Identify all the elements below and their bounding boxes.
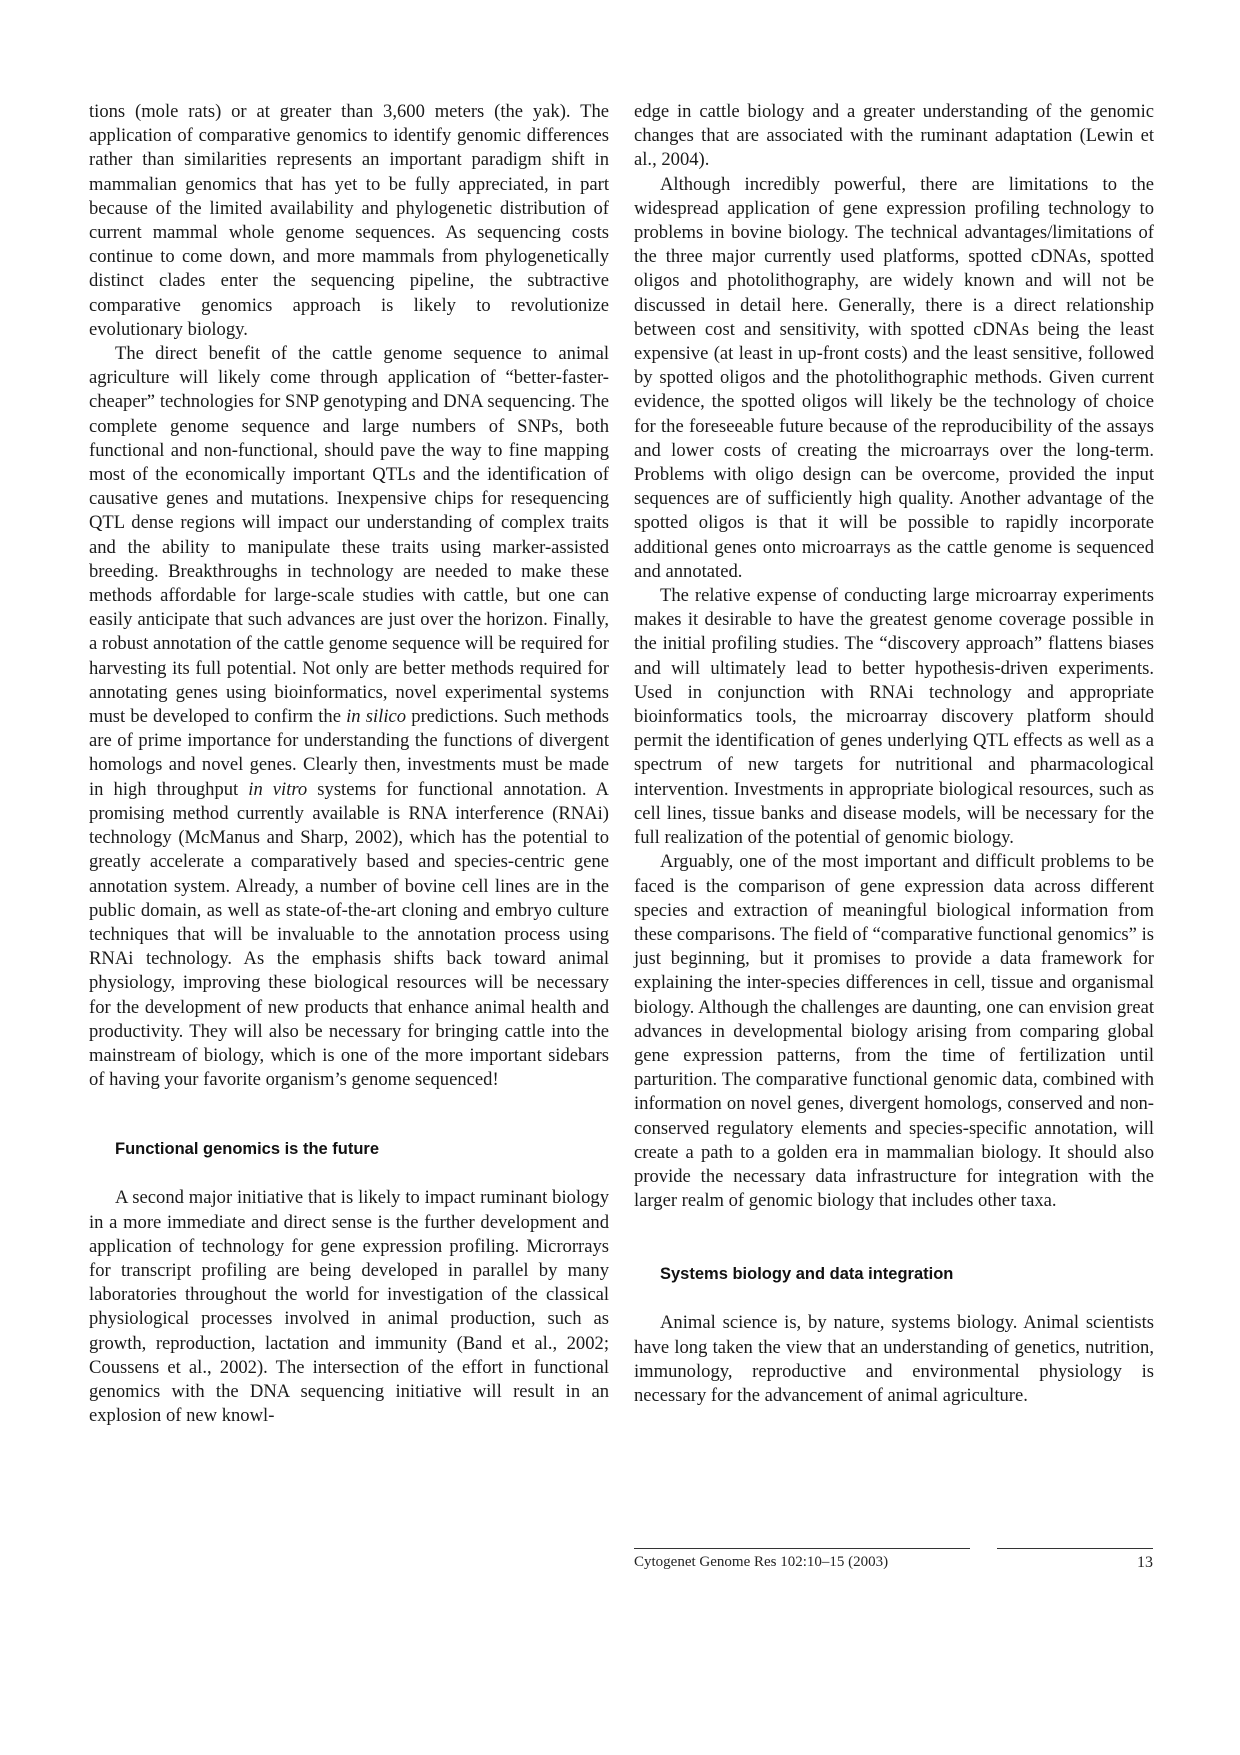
italic-term: in vitro — [248, 778, 308, 800]
section-heading: Systems biology and data integration — [660, 1265, 954, 1284]
paragraph: A second major initiative that is likely to impact ruminant biology in a more immediate and direct sense is the further development and application of technology for gene expression profiling. Microrrays for transcript profiling are being developed in parallel by many laboratories throughout the world for investigation of the classical physiological processes involved in animal production, such as growth, reproduction, lactation and immunity (Band et al., 2002; Coussens et al., 2002). The intersection of the effort in functional genomics with the DNA sequencing initiative will result in an explosion of new knowl- — [89, 1187, 609, 1427]
left-column — [89, 100, 609, 1428]
right-column — [634, 100, 1154, 1408]
text-run: predictions. Such methods are of prime importance for understanding the functions of divergent homologs and novel genes. Clearly then, investments must be made in high throughput — [89, 706, 609, 800]
paragraph: Animal science is, by nature, systems biology. Animal scientists have long taken the view that an understanding of genetics, nutrition, immunology, reproductive and environmental physiology is necessary for the advancement of animal agriculture. — [634, 1312, 1154, 1406]
italic-term: in silico — [346, 706, 407, 728]
section-heading: Functional genomics is the future — [115, 1140, 380, 1159]
footer-rule — [634, 1548, 970, 1549]
text-run: The direct benefit of the cattle genome sequence to animal agriculture will likely come through application of “better-faster-cheaper” technologies for SNP genotyping and DNA sequencing. The complete genome sequence and large numbers of SNPs, both functional and non-functional, should pave the way to fine mapping most of the economically important QTLs and the identification of causative genes and mutations. Inexpensive chips for resequencing QTL dense regions will impact our understanding of complex traits and the ability to manipulate these traits using marker-assisted breeding. Breakthroughs in technology are needed to make these methods affordable for large-scale studies with cattle, but one can easily anticipate that such advances are just over the horizon. Finally, a robust annotation of the cattle genome sequence will be required for harvesting its full potential. Not only are better methods required for annotating genes using bioinformatics, novel experimental systems must be developed to confirm the — [89, 343, 609, 728]
footer-rule — [997, 1548, 1153, 1549]
paragraph: The relative expense of conducting large microarray experiments makes it desirable to have the greatest genome coverage possible in the initial profiling studies. The “discovery approach” flattens biases and will ultimately lead to better hypothesis-driven experiments. Used in conjunction with RNAi technology and appropriate bioinformatics tools, the microarray discovery platform should permit the identification of genes underlying QTL effects as well as a spectrum of new targets for nutritional and pharmacological intervention. Investments in appropriate biological resources, such as cell lines, tissue banks and disease models, will be necessary for the full realization of the potential of genomic biology. — [634, 585, 1154, 849]
paragraph: Although incredibly powerful, there are limitations to the widespread application of gene expression profiling technology to problems in bovine biology. The technical advantages/limitations of the three major currently used platforms, spotted cDNAs, spotted oligos and photolithography, are widely known and will not be discussed in detail here. Generally, there is a direct relationship between cost and sensitivity, with spotted cDNAs being the least expensive (at least in up-front costs) and the least sensitive, followed by spotted oligos and the photolithographic methods. Given current evidence, the spotted oligos will likely be the technology of choice for the foreseeable future because of the reproducibility of the assays and lower costs of creating the microarrays over the long-term. Problems with oligo design can be overcome, provided the input sequences are of sufficiently high quality. Another advantage of the spotted oligos is that it will be possible to rapidly incorporate additional genes onto microarrays as the cattle genome is sequenced and annotated. — [634, 173, 1154, 582]
paragraph: edge in cattle biology and a greater understanding of the genomic changes that are associated with the ruminant adaptation (Lewin et al., 2004). — [634, 101, 1154, 171]
journal-citation: Cytogenet Genome Res 102:10–15 (2003) — [634, 1554, 889, 1570]
paragraph: Arguably, one of the most important and difficult problems to be faced is the comparison of gene expression data across different species and extraction of meaningful biological information from these comparisons. The field of “comparative functional genomics” is just beginning, but it promises to provide a data framework for explaining the inter-species differences in cell, tissue and organismal biology. Although the challenges are daunting, one can envision great advances in developmental biology arising from comparing global gene expression patterns, from the time of fertilization until parturition. The comparative functional genomic data, combined with information on novel genes, divergent homologs, conserved and non-conserved regulatory elements and species-specific annotation, will create a path to a golden era in mammalian biology. It should also provide the necessary data infrastructure for integration with the larger realm of genomic biology that includes other taxa. — [634, 851, 1154, 1212]
page-number: 13 — [1137, 1554, 1153, 1571]
paragraph — [89, 342, 609, 1092]
text-run: systems for functional annotation. A promising method currently available is RNA interference (RNAi) technology (McManus and Sharp, 2002), which has the potential to greatly accelerate a comparatively based and species-centric gene annotation system. Already, a number of bovine cell lines are in the public domain, as well as state-of-the-art cloning and embryo culture techniques that will be invaluable to the annotation process using RNAi technology. As the emphasis shifts back toward animal physiology, improving these biological resources will be necessary for the development of new products that enhance animal health and productivity. They will also be necessary for bringing cattle into the mainstream of biology, which is one of the more important sidebars of having your favorite organism’s genome sequenced! — [89, 778, 609, 1091]
paragraph: tions (mole rats) or at greater than 3,600 meters (the yak). The application of comparative genomics to identify genomic differences rather than similarities represents an important paradigm shift in mammalian genomics that has yet to be fully appreciated, in part because of the limited availability and phylogenetic distribution of current mammal whole genome sequences. As sequencing costs continue to come down, and more mammals from phylogenetically distinct clades enter the sequencing pipeline, the subtractive comparative genomics approach is likely to revolutionize evolutionary biology. — [89, 101, 609, 340]
